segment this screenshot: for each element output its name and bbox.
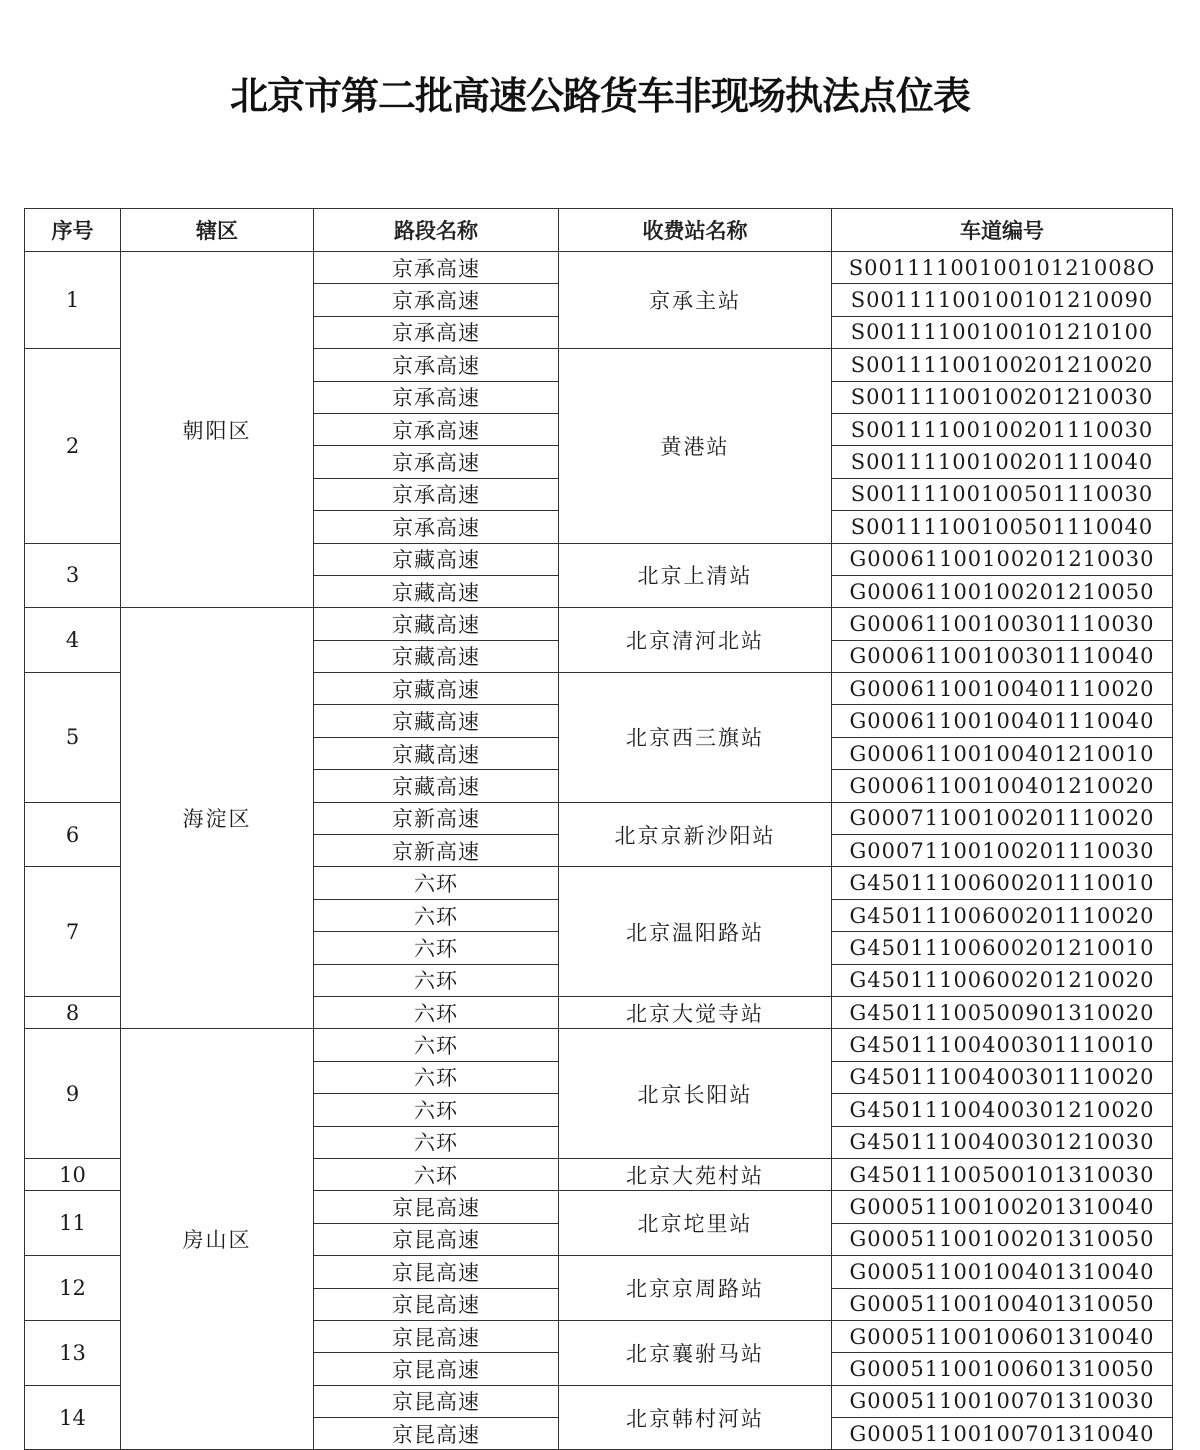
road-name-cell: 六环 bbox=[314, 899, 559, 931]
road-name-cell: 京承高速 bbox=[314, 446, 559, 478]
station-name-cell: 北京清河北站 bbox=[559, 608, 832, 673]
road-name-cell: 京昆高速 bbox=[314, 1418, 559, 1450]
road-name-cell: 京承高速 bbox=[314, 511, 559, 543]
lane-number-cell: S00111100100101210090 bbox=[832, 284, 1173, 316]
road-name-cell: 京藏高速 bbox=[314, 608, 559, 640]
station-name-cell: 北京长阳站 bbox=[559, 1029, 832, 1159]
station-name-cell: 北京坨里站 bbox=[559, 1191, 832, 1256]
lane-number-cell: G45011100500101310030 bbox=[832, 1158, 1173, 1190]
site-index-cell: 8 bbox=[25, 996, 121, 1028]
district-cell: 房山区 bbox=[121, 1029, 314, 1450]
table-row bbox=[25, 252, 1173, 284]
lane-number-cell: G00051100100701310040 bbox=[832, 1418, 1173, 1450]
site-index-cell: 9 bbox=[25, 1029, 121, 1159]
road-name-cell: 京昆高速 bbox=[314, 1353, 559, 1385]
station-name-cell: 北京大苑村站 bbox=[559, 1158, 832, 1190]
lane-number-cell: G00051100100601310050 bbox=[832, 1353, 1173, 1385]
road-name-cell: 京承高速 bbox=[314, 478, 559, 510]
header-district: 辖区 bbox=[121, 209, 314, 252]
road-name-cell: 京昆高速 bbox=[314, 1288, 559, 1320]
road-name-cell: 京昆高速 bbox=[314, 1385, 559, 1417]
lane-number-cell: G00061100100301110030 bbox=[832, 608, 1173, 640]
lane-number-cell: S00111100100501110030 bbox=[832, 478, 1173, 510]
lane-number-cell: G00061100100201210050 bbox=[832, 575, 1173, 607]
site-index-cell: 7 bbox=[25, 867, 121, 997]
lane-number-cell: G00061100100401110020 bbox=[832, 673, 1173, 705]
lane-number-cell: G00061100100401210010 bbox=[832, 737, 1173, 769]
road-name-cell: 六环 bbox=[314, 1158, 559, 1190]
road-name-cell: 京新高速 bbox=[314, 802, 559, 834]
station-name-cell: 黄港站 bbox=[559, 349, 832, 543]
road-name-cell: 京承高速 bbox=[314, 413, 559, 445]
site-index-cell: 14 bbox=[25, 1385, 121, 1450]
road-name-cell: 京藏高速 bbox=[314, 640, 559, 672]
lane-number-cell: S00111100100101210100 bbox=[832, 316, 1173, 348]
road-name-cell: 京承高速 bbox=[314, 284, 559, 316]
station-name-cell: 北京西三旗站 bbox=[559, 673, 832, 803]
road-name-cell: 京昆高速 bbox=[314, 1320, 559, 1352]
lane-number-cell: G45011100600201210020 bbox=[832, 964, 1173, 996]
road-name-cell: 京藏高速 bbox=[314, 673, 559, 705]
lane-number-cell: S00111100100501110040 bbox=[832, 511, 1173, 543]
road-name-cell: 京藏高速 bbox=[314, 705, 559, 737]
road-name-cell: 六环 bbox=[314, 932, 559, 964]
site-index-cell: 10 bbox=[25, 1158, 121, 1190]
lane-number-cell: G00051100100201310050 bbox=[832, 1223, 1173, 1255]
lane-number-cell: G45011100400301210030 bbox=[832, 1126, 1173, 1158]
district-cell: 海淀区 bbox=[121, 608, 314, 1029]
table-row bbox=[25, 608, 1173, 640]
lane-number-cell: G45011100400301110020 bbox=[832, 1061, 1173, 1093]
site-index-cell: 1 bbox=[25, 252, 121, 349]
road-name-cell: 京昆高速 bbox=[314, 1191, 559, 1223]
road-name-cell: 六环 bbox=[314, 1061, 559, 1093]
road-name-cell: 六环 bbox=[314, 1029, 559, 1061]
lane-number-cell: G00061100100401210020 bbox=[832, 770, 1173, 802]
road-name-cell: 六环 bbox=[314, 1094, 559, 1126]
lane-number-cell: G00071100100201110020 bbox=[832, 802, 1173, 834]
header-lane-number: 车道编号 bbox=[832, 209, 1173, 252]
lane-number-cell: G00061100100301110040 bbox=[832, 640, 1173, 672]
station-name-cell: 京承主站 bbox=[559, 252, 832, 349]
station-name-cell: 北京温阳路站 bbox=[559, 867, 832, 997]
site-index-cell: 3 bbox=[25, 543, 121, 608]
lane-number-cell: S0011110010010121008O bbox=[832, 252, 1173, 284]
lane-number-cell: G00051100100401310050 bbox=[832, 1288, 1173, 1320]
header-index: 序号 bbox=[25, 209, 121, 252]
road-name-cell: 京昆高速 bbox=[314, 1256, 559, 1288]
road-name-cell: 京承高速 bbox=[314, 316, 559, 348]
road-name-cell: 京承高速 bbox=[314, 252, 559, 284]
station-name-cell: 北京韩村河站 bbox=[559, 1385, 832, 1450]
table-body bbox=[25, 252, 1173, 1450]
road-name-cell: 六环 bbox=[314, 1126, 559, 1158]
site-index-cell: 2 bbox=[25, 349, 121, 543]
road-name-cell: 京藏高速 bbox=[314, 543, 559, 575]
road-name-cell: 京承高速 bbox=[314, 349, 559, 381]
lane-number-cell: S00111100100201210030 bbox=[832, 381, 1173, 413]
lane-number-cell: G00051100100201310040 bbox=[832, 1191, 1173, 1223]
road-name-cell: 六环 bbox=[314, 867, 559, 899]
lane-number-cell: G00051100100401310040 bbox=[832, 1256, 1173, 1288]
site-index-cell: 5 bbox=[25, 673, 121, 803]
lane-number-cell: S00111100100201210020 bbox=[832, 349, 1173, 381]
site-index-cell: 4 bbox=[25, 608, 121, 673]
lane-number-cell: S00111100100201110040 bbox=[832, 446, 1173, 478]
lane-number-cell: G45011100600201210010 bbox=[832, 932, 1173, 964]
road-name-cell: 六环 bbox=[314, 964, 559, 996]
road-name-cell: 京藏高速 bbox=[314, 770, 559, 802]
page-title: 北京市第二批高速公路货车非现场执法点位表 bbox=[229, 74, 970, 118]
lane-number-cell: G45011100400301210020 bbox=[832, 1094, 1173, 1126]
site-index-cell: 11 bbox=[25, 1191, 121, 1256]
road-name-cell: 京藏高速 bbox=[314, 575, 559, 607]
lane-number-cell: G45011100600201110020 bbox=[832, 899, 1173, 931]
road-name-cell: 六环 bbox=[314, 996, 559, 1028]
table-header-row bbox=[25, 209, 1173, 252]
lane-number-cell: G45011100600201110010 bbox=[832, 867, 1173, 899]
site-index-cell: 12 bbox=[25, 1256, 121, 1321]
road-name-cell: 京昆高速 bbox=[314, 1223, 559, 1255]
lane-number-cell: G00051100100701310030 bbox=[832, 1385, 1173, 1417]
road-name-cell: 京藏高速 bbox=[314, 737, 559, 769]
lane-number-cell: G00071100100201110030 bbox=[832, 835, 1173, 867]
station-name-cell: 北京京周路站 bbox=[559, 1256, 832, 1321]
header-station-name: 收费站名称 bbox=[559, 209, 832, 252]
lane-number-cell: G00051100100601310040 bbox=[832, 1320, 1173, 1352]
station-name-cell: 北京襄驸马站 bbox=[559, 1320, 832, 1385]
site-index-cell: 13 bbox=[25, 1320, 121, 1385]
station-name-cell: 北京上清站 bbox=[559, 543, 832, 608]
road-name-cell: 京新高速 bbox=[314, 835, 559, 867]
enforcement-points-table bbox=[24, 208, 1173, 1450]
district-cell: 朝阳区 bbox=[121, 252, 314, 608]
station-name-cell: 北京京新沙阳站 bbox=[559, 802, 832, 867]
lane-number-cell: G00061100100401110040 bbox=[832, 705, 1173, 737]
lane-number-cell: G00061100100201210030 bbox=[832, 543, 1173, 575]
lane-number-cell: G45011100500901310020 bbox=[832, 996, 1173, 1028]
lane-number-cell: S00111100100201110030 bbox=[832, 413, 1173, 445]
road-name-cell: 京承高速 bbox=[314, 381, 559, 413]
station-name-cell: 北京大觉寺站 bbox=[559, 996, 832, 1028]
lane-number-cell: G45011100400301110010 bbox=[832, 1029, 1173, 1061]
table-row bbox=[25, 1029, 1173, 1061]
header-road-name: 路段名称 bbox=[314, 209, 559, 252]
site-index-cell: 6 bbox=[25, 802, 121, 867]
